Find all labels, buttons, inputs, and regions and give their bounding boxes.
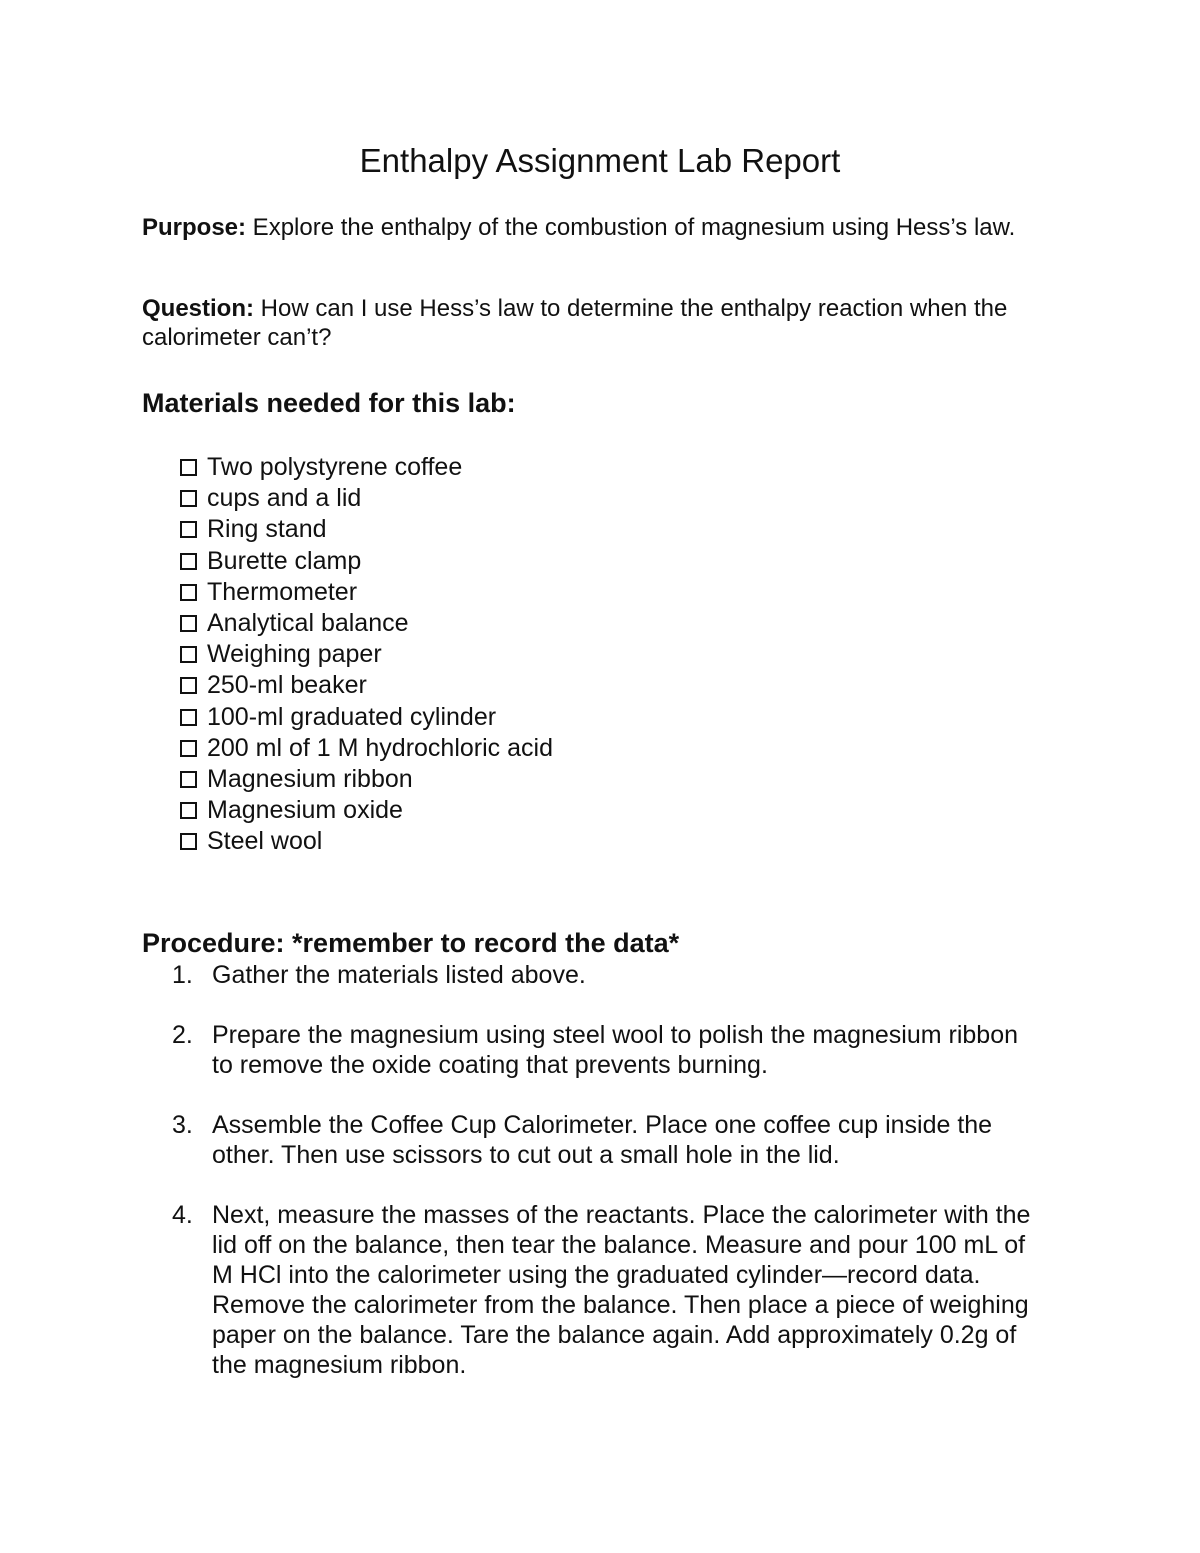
materials-item-label: 100-ml graduated cylinder bbox=[207, 702, 497, 731]
step-text: Next, measure the masses of the reactants. Place the calorimeter with the lid off on the balance, then tear the balance. Measure and pour 100 mL of M HCl into the calorimeter using the graduated cylinder—record data. Remove the calorimeter from the balance. Then place a piece of weighing paper on the balance. Tare the balance again. Add approximately 0.2g of the magnesium ribbon. bbox=[212, 1201, 1031, 1379]
materials-item-label: 250-ml beaker bbox=[207, 671, 367, 700]
checkbox-icon bbox=[180, 459, 197, 476]
question-label: Question: bbox=[142, 295, 254, 322]
checkbox-icon bbox=[180, 802, 197, 819]
materials-list bbox=[180, 452, 553, 857]
purpose-paragraph bbox=[142, 213, 1072, 242]
document-title: Enthalpy Assignment Lab Report bbox=[359, 142, 841, 179]
checkbox-icon bbox=[180, 490, 197, 507]
materials-item bbox=[180, 514, 553, 545]
step-number: 2. bbox=[172, 1021, 193, 1049]
materials-item-label: Analytical balance bbox=[207, 609, 409, 638]
checkbox-icon bbox=[180, 833, 197, 850]
step-text: Gather the materials listed above. bbox=[212, 961, 586, 989]
materials-item-label: Ring stand bbox=[207, 515, 327, 544]
procedure-step bbox=[172, 1020, 1042, 1080]
checkbox-icon bbox=[180, 771, 197, 788]
step-number: 4. bbox=[172, 1201, 193, 1229]
materials-item bbox=[180, 577, 553, 608]
step-text: Assemble the Coffee Cup Calorimeter. Place one coffee cup inside the other. Then use scissors to cut out a small hole in the lid. bbox=[212, 1111, 993, 1169]
materials-item bbox=[180, 764, 553, 795]
materials-item bbox=[180, 452, 553, 483]
materials-item bbox=[180, 702, 553, 733]
materials-item-label: Weighing paper bbox=[207, 640, 382, 669]
procedure-step bbox=[172, 1110, 1042, 1170]
checkbox-icon bbox=[180, 553, 197, 570]
materials-item-label: Two polystyrene coffee bbox=[207, 453, 463, 482]
materials-item bbox=[180, 733, 553, 764]
purpose-label: Purpose: bbox=[142, 214, 247, 241]
procedure-step bbox=[172, 960, 1042, 990]
materials-item-label: Magnesium oxide bbox=[207, 796, 403, 825]
materials-item bbox=[180, 795, 553, 826]
checkbox-icon bbox=[180, 521, 197, 538]
step-text: Prepare the magnesium using steel wool to polish the magnesium ribbon to remove the oxide coating that prevents burning. bbox=[212, 1021, 1019, 1079]
materials-item-label: Magnesium ribbon bbox=[207, 764, 413, 793]
checkbox-icon bbox=[180, 646, 197, 663]
procedure-step bbox=[172, 1200, 1042, 1380]
question-text: How can I use Hess’s law to determine the enthalpy reaction when the calorimeter can’t? bbox=[142, 295, 1008, 351]
materials-item-label: cups and a lid bbox=[207, 484, 362, 513]
procedure-list bbox=[172, 960, 1042, 1410]
checkbox-icon bbox=[180, 740, 197, 757]
checkbox-icon bbox=[180, 677, 197, 694]
materials-item-label: Thermometer bbox=[207, 577, 358, 606]
checkbox-icon bbox=[180, 584, 197, 601]
procedure-heading: Procedure: *remember to record the data* bbox=[142, 928, 680, 958]
step-number: 3. bbox=[172, 1111, 193, 1139]
materials-item bbox=[180, 608, 553, 639]
materials-item-label: 200 ml of 1 M hydrochloric acid bbox=[207, 733, 553, 762]
purpose-text: Explore the enthalpy of the combustion of magnesium using Hess’s law. bbox=[246, 214, 1016, 241]
materials-item-label: Burette clamp bbox=[207, 546, 362, 575]
materials-item bbox=[180, 483, 553, 514]
materials-item bbox=[180, 826, 553, 857]
materials-item-label: Steel wool bbox=[207, 827, 323, 856]
step-number: 1. bbox=[172, 961, 193, 989]
checkbox-icon bbox=[180, 615, 197, 632]
materials-heading: Materials needed for this lab: bbox=[142, 388, 516, 418]
checkbox-icon bbox=[180, 709, 197, 726]
materials-item bbox=[180, 670, 553, 701]
materials-item bbox=[180, 546, 553, 577]
question-paragraph bbox=[142, 294, 1072, 352]
materials-item bbox=[180, 639, 553, 670]
